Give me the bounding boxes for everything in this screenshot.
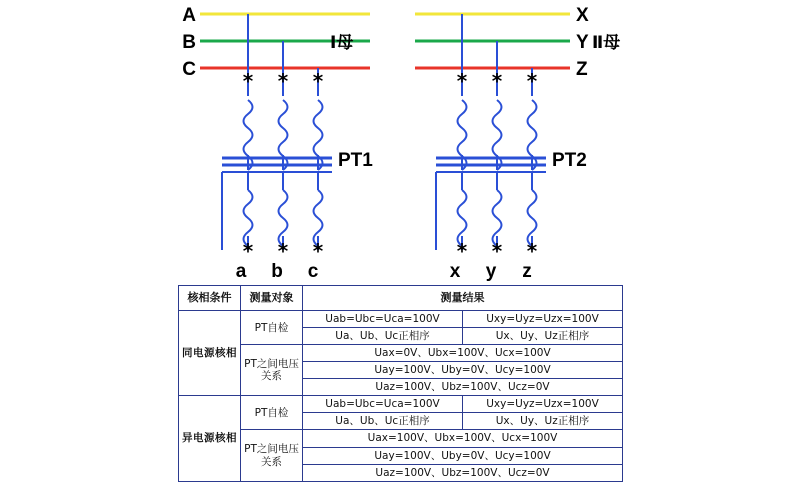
condition-diff-source: 异电源核相	[179, 396, 241, 481]
condition-same-source: 同电源核相	[179, 311, 241, 396]
pt1-label: PT1	[338, 150, 373, 171]
header-result: 测量结果	[303, 286, 623, 311]
pt2-label: PT2	[552, 150, 587, 171]
bus1-secondary-star-a: *	[242, 239, 254, 263]
table-row	[179, 345, 623, 362]
cell-g2b1r1c1: Uab=Ubc=Uca=100V	[303, 396, 463, 413]
bus2-primary-star-x: *	[456, 69, 468, 93]
bus1-terminal-a: a	[235, 261, 247, 282]
table-header-row	[179, 286, 623, 311]
table-row	[179, 311, 623, 328]
bus1-primary-star-b: *	[277, 69, 289, 93]
header-object: 测量对象	[241, 286, 303, 311]
bus1-secondary-star-c: *	[312, 239, 324, 263]
table-row	[179, 396, 623, 413]
bus1-secondary-star-b: *	[277, 239, 289, 263]
cell-g1b1r1c1: Uab=Ubc=Uca=100V	[303, 311, 463, 328]
bus2-secondary-star-x: *	[456, 239, 468, 263]
measurement-results-table	[178, 285, 623, 482]
header-condition: 核相条件	[179, 286, 241, 311]
bus2-primary-star-y: *	[491, 69, 503, 93]
bus2-label-y: Y	[576, 32, 589, 53]
bus1-name: Ⅰ母	[330, 33, 354, 53]
cell-g2b2r1: Uax=100V、Ubx=100V、Ucx=100V	[303, 430, 623, 447]
object-pt-selftest-2: PT自检	[241, 396, 303, 430]
bus1-label-b: B	[182, 32, 196, 53]
cell-g2b1r2c2: Ux、Uy、Uz正相序	[463, 413, 623, 430]
cell-g2b1r1c2: Uxy=Uyz=Uzx=100V	[463, 396, 623, 413]
cell-g1b1r2c2: Ux、Uy、Uz正相序	[463, 328, 623, 345]
bus2-primary-star-z: *	[526, 69, 538, 93]
cell-g2b2r2: Uay=100V、Uby=0V、Ucy=100V	[303, 447, 623, 464]
bus1-primary-star-a: *	[242, 69, 254, 93]
cell-g1b2r1: Uax=0V、Ubx=100V、Ucx=100V	[303, 345, 623, 362]
bus1-primary-star-c: *	[312, 69, 324, 93]
bus2-terminal-y: y	[485, 261, 497, 282]
bus2-label-z: Z	[576, 59, 588, 80]
cell-g2b1r2c1: Ua、Ub、Uc正相序	[303, 413, 463, 430]
object-pt-voltage-relation-1: PT之间电压关系	[241, 345, 303, 396]
cell-g1b2r2: Uay=100V、Uby=0V、Ucy=100V	[303, 362, 623, 379]
object-pt-voltage-relation-2: PT之间电压关系	[241, 430, 303, 481]
cell-g1b1r2c1: Ua、Ub、Uc正相序	[303, 328, 463, 345]
bus2-label-x: X	[576, 5, 589, 26]
bus1-label-c: C	[182, 59, 196, 80]
bus2-secondary-star-z: *	[526, 239, 538, 263]
bus2-secondary-star-y: *	[491, 239, 503, 263]
bus1-label-a: A	[182, 5, 196, 26]
bus2-terminal-x: x	[449, 261, 461, 282]
bus1-terminal-c: c	[307, 261, 319, 282]
cell-g1b1r1c2: Uxy=Uyz=Uzx=100V	[463, 311, 623, 328]
object-pt-selftest-1: PT自检	[241, 311, 303, 345]
table-row	[179, 430, 623, 447]
measurement-table-wrapper	[178, 285, 622, 482]
bus2-terminal-z: z	[522, 261, 532, 282]
cell-g2b2r3: Uaz=100V、Ubz=100V、Ucz=0V	[303, 464, 623, 481]
cell-g1b2r3: Uaz=100V、Ubz=100V、Ucz=0V	[303, 379, 623, 396]
bus1-terminal-b: b	[271, 261, 283, 282]
bus2-name: Ⅱ母	[592, 33, 621, 53]
